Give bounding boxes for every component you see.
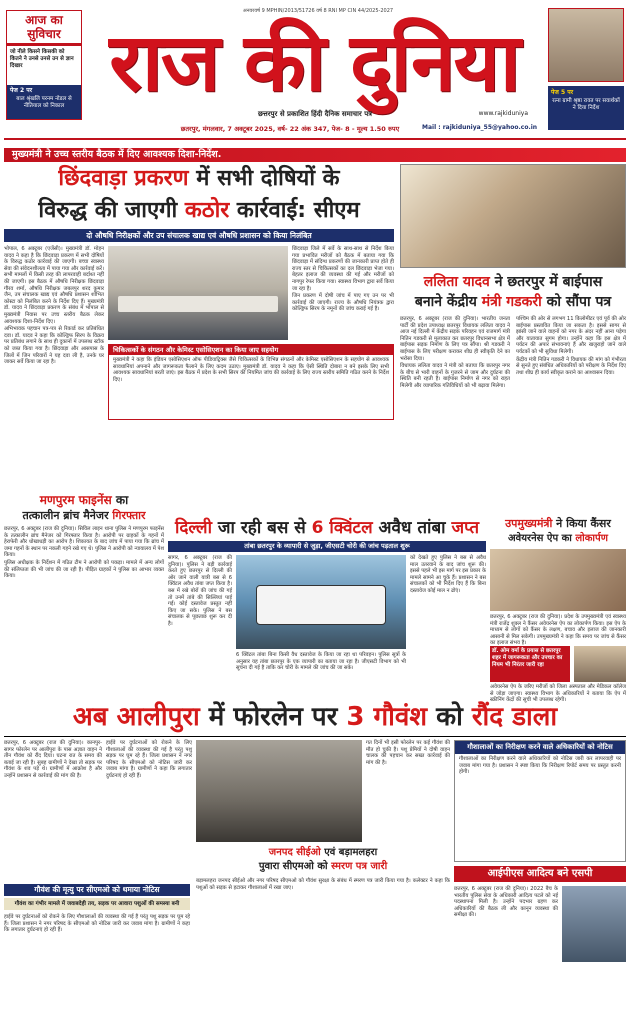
manpuram-headline-line2 xyxy=(4,508,164,524)
cows-photo xyxy=(196,740,362,842)
lead-headline-line2 xyxy=(4,196,394,226)
cancer-headline-part: ने किया कैंसर xyxy=(552,517,611,530)
right-page-tag: पेज 5 पर xyxy=(551,89,574,96)
lead-body-para: छिंदवाड़ा जिले में सर्वे के साथ-साथ से निर्देश किया गया प्रभावित मरीजों को बैठक में बताया गया कि छिंदवाड़ा में संदिग्ध प्रकरणों की जानकारी प्राप्त होते ही राज्य स्तर से चिकित्सकों का दल छिंदवाड़ा भेजा गया। बेहतर इलाज की व्यवस्था की गई और मरीजों को नागपुर रेफर किया गया। स्वास्थ्य विभाग द्वारा सर्वे किया जा रहा है। xyxy=(292,246,394,292)
top-strip: मुख्यमंत्री ने उच्च स्तरीय बैठक में दिए आवश्यक दिशा-निर्देश. xyxy=(4,148,626,162)
manpuram-headline-part: का xyxy=(111,493,129,507)
manpuram-body-para: पुलिस अधीक्षक के निर्देशन में गठित टीम ने आरोपी को पकड़ा। मामले में अन्य लोगों की संलिप्तता की भी जांच की जा रही है। पीड़ित ग्राहकों ने पुलिस का आभार व्यक्त किया। xyxy=(4,559,164,580)
lead-headline-line1 xyxy=(4,164,394,194)
meeting-table xyxy=(118,296,278,312)
lead-body-para: अभिभावक पहचान पत्र-पत्र से रिकार्ड कर प्रतिबंधित दवा। डॉ. यादव ने कहा कि कोल्ड्रिफ सिरप के विक्रय पर प्रतिबंध लगाने के साथ ही दुकानों में उपलब्ध स्टॉक को जब्त किया गया है। छिंदवाड़ा और आसपास के जिलों में जिन परिवारों ने यह दवा ली है, उनके घर जाकर सर्वे किया जा रहा है। xyxy=(4,326,104,366)
gaushala-sub-sub: गौवंश का गंभीर मामले में जवाबदेही तय, सड़क पर आवारा पशुओं की समस्या बनी xyxy=(4,898,190,910)
gaushala-headline-part: रौंद डाला xyxy=(471,702,558,732)
gadkari-headline-part: बनाने केंद्रीय xyxy=(414,294,482,310)
gaushala-body-col3: गत दिनों भी इसी फोरलेन पर कई गौवंश की मौत हो चुकी है। पशु प्रेमियों ने दोषी वाहन चालक की पहचान कर सख्त कार्रवाई की मांग की है। xyxy=(366,740,450,766)
gadkari-body-para: केंद्रीय मंत्री नितिन गडकरी ने विधायक की मांग को गंभीरता से सुनते हुए संबंधित अधिकारियों को परीक्षण के निर्देश दिए तथा शीघ्र ही कार्य स्वीकृत कराने का आश्वासन दिया। xyxy=(516,356,626,376)
gadkari-body-para: छतरपुर, 6 अक्टूबर (राज की दुनिया)। भारतीय जनता पार्टी की प्रदेश उपाध्यक्ष छतरपुर विधायक ललिता यादव ने आज नई दिल्ली में केंद्रीय सड़क परिवहन एवं राजमार्ग मंत्री नितिन गडकरी से मुलाकात कर छतरपुर विधानसभा क्षेत्र में बाईपास सड़क निर्माण के लिए पत्र सौंपा। श्री गडकरी ने बाईपास के लिए परीक्षण कराकर शीघ्र ही स्वीकृति देने का भरोसा दिया। xyxy=(400,316,510,362)
lead-headline-part: कार्रवाई: सीएम xyxy=(229,198,360,223)
lead-headline-part: विरुद्ध की जाएगी xyxy=(38,198,185,223)
cancer-body-b: अवेयरनेस ऐप के जरिए मरीजों को जिला अस्पताल और मेडिकल कॉलेज से जोड़ा जाएगा। स्वास्थ्य विभाग के अधिकारियों ने बताया कि ऐप में स्क्रीनिंग केंद्रों की सूची भी उपलब्ध रहेगी। xyxy=(490,684,626,704)
bus-shape xyxy=(256,585,386,625)
dateline: छतरपुर, मंगलवार, 7 अक्टूबर 2025, वर्ष- 22 अंक 347, पेज- 8 - मूल्य 1.50 रुपए xyxy=(180,125,400,133)
gadkari-headline-line1 xyxy=(400,272,626,292)
gaushala-notice-headline: गौशालाओं का निरीक्षण करने वाले अधिकारियों को नोटिस xyxy=(455,741,625,754)
ips-body: छतरपुर, 6 अक्टूबर (राज की दुनिया)। 2022 बैच के भारतीय पुलिस सेवा के अधिकारी आदित्य पटले को नई पदस्थापना मिली है। उन्होंने पदभार ग्रहण कर अधिकारियों की बैठक ली और कानून व्यवस्था की समीक्षा की। xyxy=(454,886,558,919)
manpuram-body xyxy=(4,526,164,696)
gadkari-headline-part: को सौंपा पत्र xyxy=(541,294,612,310)
copper-headline-part: 6 क्विंटल xyxy=(311,518,373,538)
copper-body-col1: सागर, 6 अक्टूबर (राज की दुनिया)। पुलिस ने बड़ी कार्रवाई करते हुए छतरपुर से दिल्ली की ओर जाने वाली यात्री बस से 6 क्विंटल अवैध तांबा जप्त किया है। बस में रखे बोरों की जांच की गई तो उनमें तांबे की सिल्लियां पाई गईं। कोई दस्तावेज प्रस्तुत नहीं किए जा सके। पुलिस ने बस संचालक से पूछताछ शुरू कर दी है। xyxy=(168,555,232,627)
gadkari-photo xyxy=(400,164,626,268)
lead-body-col3 xyxy=(292,246,394,340)
gadkari-body-col2 xyxy=(516,316,626,512)
copper-headline-part: दिल्ली xyxy=(174,518,212,538)
masthead xyxy=(0,0,630,148)
leaders-photo xyxy=(548,8,624,82)
gaushala-body-col2: हाईवे पर दुर्घटनाओं को रोकने के लिए गौशालाओं की व्यवस्था की गई है परंतु पशु सड़क पर घूम रहे हैं। जिला प्रशासन ने नगर परिषद के सीएमओ को नोटिस जारी कर जवाब मांगा है। ग्रामीणों ने कहा कि लगातार दुर्घटनाएं हो रही हैं। xyxy=(106,740,192,779)
janpad-headline-line2 xyxy=(196,860,450,874)
left-page-tag: पेज 2 पर xyxy=(10,87,33,94)
manpuram-body-para: छतरपुर, 6 अक्टूबर (राज की दुनिया)। सिविल लाइन थाना पुलिस ने मणपुरम फाइनेंस के तत्कालीन ब्रांच मैनेजर को गिरफ्तार किया है। आरोपी पर ग्राहकों के गहनों में हेराफेरी और धोखाधड़ी का आरोप है। शिकायत के बाद जांच में पाया गया कि ब्रांच में जमा गहनों के स्थान पर नकली गहने रखे गए थे। पुलिस ने आरोपी को न्यायालय में पेश किया। xyxy=(4,526,164,559)
left-teaser-box xyxy=(7,85,81,119)
gaushala-sub-caption: गौवंश की मृत्यु पर सीएमओ को थमाया नोटिस xyxy=(4,884,190,896)
cancer-body: छतरपुर, 6 अक्टूबर (राज की दुनिया)। प्रदेश के उपमुख्यमंत्री एवं स्वास्थ्य मंत्री राजेंद्र शुक्ल ने कैंसर अवेयरनेस ऐप का लोकार्पण किया। इस ऐप के माध्यम से लोगों को कैंसर के लक्षण, बचाव और इलाज की जानकारी आसानी से मिल सकेगी। उपमुख्यमंत्री ने कहा कि समय पर जांच से कैंसर का इलाज संभव है। xyxy=(490,614,626,647)
copper-headline-part: अवैध तांबा xyxy=(372,518,452,538)
gadkari-headline-part: ने छतरपुर में बाईपास xyxy=(489,274,603,290)
lead-body-para: भोपाल, 6 अक्टूबर (एजेंसी)। मुख्यमंत्री डॉ. मोहन यादव ने कहा है कि छिंदवाड़ा प्रकरण में सभी दोषियों के विरुद्ध कठोर कार्रवाई की जाएगी। बच्चा स्वास्थ्य सेवा की संवेदनशीलता में पाया गया और कार्रवाई करें। सभी मामलों में किसी तरह की लापरवाही बर्दाश्त नहीं की जाएगी। इस बैठक में औषधि निरीक्षक छिंदवाड़ा गौरव शर्मा, औषधि निरीक्षक जबलपुर शरद कुमार जैन, उप संचालक खाद्य एवं औषधि प्रशासन शोभित कोस्टा को निलंबित करने के निर्देश दिए हैं। मुख्यमंत्री डॉ. यादव ने छिंदवाड़ा प्रकरण के संबंध में भोपाल से मुख्यमंत्री निवास पर उच्च स्तरीय बैठक लेकर आवश्यक दिशा-निर्देश दिए। xyxy=(4,246,104,325)
gaushala-headline-part: 3 गौवंश xyxy=(346,702,428,732)
ips-photo xyxy=(562,886,626,962)
copper-subhead: तांबा छतरपुर के व्यापारी से जुड़ा, जीएसटी चोरी की जांच पड़ताल शुरू xyxy=(168,541,486,552)
gaushala-headline-part: में फोरलेन पर xyxy=(199,702,347,732)
cancer-headline-part: लोकार्पण xyxy=(575,533,608,544)
lead-body-col1 xyxy=(4,246,104,420)
gadkari-headline-line2 xyxy=(400,292,626,312)
gaushala-body-col1: छतरपुर, 6 अक्टूबर (राज की दुनिया)। कानपुर-सागर फोरलेन पर आलीपुरा के पास अज्ञात वाहन ने तीन गौवंश को रौंद दिया। घटना रात के समय की बताई जा रही है। सुबह ग्रामीणों ने देखा तो सड़क पर गौवंश के शव पड़े थे। ग्रामीणों में आक्रोश है और उन्होंने प्रशासन से कार्रवाई की मांग की है। xyxy=(4,740,102,779)
cancer-headline-part: अवेयरनेस ऐप का xyxy=(508,533,576,544)
mail-address: Mail : rajkiduniya_55@yahoo.co.in xyxy=(422,124,538,131)
manpuram-headline-part: तत्कालीन ब्रांच मैनेजर xyxy=(22,509,113,522)
gaushala-notice-box xyxy=(454,740,626,862)
lead-headline-part: में सभी दोषियों के xyxy=(196,166,340,191)
ips-headline: आईपीएस आदित्य बने एसपी xyxy=(454,866,626,882)
copper-headline xyxy=(168,516,486,540)
left-teaser-text: बाल श्रृंखलि परनम नोडल से नीतियाल को निकाल xyxy=(16,96,72,109)
janpad-headline-part: एवं बड़ामलहरा xyxy=(324,847,378,858)
masthead-rule xyxy=(4,138,626,140)
lead-caption: चिकित्सकों के संगठन और केमिस्ट एसोसिएशन का किया जाए सहयोग xyxy=(109,345,393,355)
top-meta: अनवरवर्ष 9 MPHIN/2013/51726 वर्ष 8 RNI MP CIN 44/2025-2027 xyxy=(242,8,394,14)
janpad-body: बड़ामलहरा जनपद सीईओ और नगर परिषद सीएमओ को गौवंश सुरक्षा के संबंध में स्मरण पत्र जारी किया गया है। कलेक्टर ने कहा कि पशुओं को सड़क से हटाकर गौशालाओं में रखा जाए। xyxy=(196,878,450,891)
gaushala-rule xyxy=(4,736,626,737)
manpuram-headline-part: गिरफ्तार xyxy=(112,509,146,522)
cancer-headline-line1 xyxy=(490,516,626,531)
newspaper-title: राज की दुनिया xyxy=(109,15,519,109)
gadkari-body-para: पश्चिम की ओर से लगभग 11 किलोमीटर एवं पूर्व की ओर बाईपास प्रस्तावित किया जा सकता है। इससे सागर से झांसी जाने वाले वाहनों को नगर के अंदर नहीं आना पड़ेगा और यातायात सुगम होगा। उन्होंने कहा कि इस क्षेत्र में पर्यटन की अपार संभावनाएं हैं और खजुराहो जाने वाले पर्यटकों को भी सुविधा मिलेगी। xyxy=(516,316,626,355)
lead-headline-part: कठोर xyxy=(184,198,230,223)
manpuram-headline-part: मणपुरम फाइनेंस xyxy=(39,493,112,507)
corner-box xyxy=(6,10,82,120)
copper-body-col2: 6 क्विंटल तांबा बिना किसी वैध दस्तावेज के किया जा रहा था परिवहन। पुलिस सूत्रों के अनुसार यह तांबा छतरपुर के एक व्यापारी का बताया जा रहा है। जीएसटी विभाग को भी सूचना दी गई है ताकि कर चोरी के मामले की जांच की जा सके। xyxy=(236,652,406,672)
right-teaser-text: रत्ना ग्रामी श्रृष्ठा रावत पर सवार्थकों ने दिया निर्देश xyxy=(552,98,620,111)
lead-caption-box xyxy=(108,344,394,420)
janpad-headline-line1 xyxy=(196,846,450,860)
copper-headline-part: जा रही बस से xyxy=(211,518,312,538)
cancer-headline-line2 xyxy=(490,531,626,546)
gaushala-notice-body: गौशालाओं का निरीक्षण करने वाले अधिकारियों को नोटिस जारी कर लापरवाही पर जवाब मांगा गया है। प्रशासन ने स्पष्ट किया कि निरीक्षण रिपोर्ट समय पर प्रस्तुत करनी होगी। xyxy=(459,756,621,776)
lead-headline-part: छिंदवाड़ा प्रकरण xyxy=(58,166,197,191)
newspaper-tagline: छत्तरपुर से प्रकाशित हिंदी दैनिक समाचार पत्र xyxy=(257,110,373,118)
copper-photo xyxy=(236,555,406,649)
lead-body-para: जिन प्रकरण में दोषी जांच में पाए गए उन पर भी कार्रवाई की जाएगी। राज्य के औषधि नियंत्रक द्वारा कोल्ड्रिफ सिरप के नमूनों की जांच कराई गई है। xyxy=(292,293,394,313)
lead-subhead: दो औषधि निरीक्षकों और उप संचालक खाद्य एवं औषधि प्रशासन को किया निलंबित xyxy=(4,229,394,242)
right-teaser-box xyxy=(548,86,624,130)
janpad-headline-part: जनपद सीईओ xyxy=(268,847,325,858)
gaushala-headline-part: अब आलीपुरा xyxy=(72,702,200,732)
gadkari-body-col1 xyxy=(400,316,510,512)
manpuram-headline-line1 xyxy=(4,492,164,508)
gadkari-headline-part: मंत्री गडकरी xyxy=(481,294,542,310)
gadkari-headline-part: ललिता यादव xyxy=(423,274,490,290)
cancer-highlight: डॉ. ओम वर्मा के प्रयास से छतरपुर शहर में जागरूकता और उपचार का नियम भी निरंतर जारी रहा xyxy=(490,646,570,682)
website: www.rajkiduniya xyxy=(478,110,528,117)
janpad-headline-part: पुवारा सीएमओ को xyxy=(258,861,332,872)
gaushala-body-col1b: हाईवे पर दुर्घटनाओं को रोकने के लिए गौशालाओं की व्यवस्था की गई है परंतु पशु सड़क पर घूम रहे हैं। जिला प्रशासन ने नगर परिषद के सीएमओ को नोटिस जारी कर जवाब मांगा है। ग्रामीणों ने कहा कि लगातार दुर्घटनाएं हो रही हैं। xyxy=(4,914,190,934)
corner-box-quote: जो नीले किसने किसकी को कितने ने उनसे उनसे उन से ज्ञान दिखार xyxy=(10,49,74,69)
corner-box-title: आज का सुविचार xyxy=(7,11,81,46)
gaushala-headline xyxy=(4,700,626,734)
janpad-headline-part: स्मरण पत्र जारी xyxy=(331,861,388,872)
gaushala-headline-part: को xyxy=(427,702,472,732)
gadkari-body-para: विधायक ललिता यादव ने मंत्री को बताया कि छतरपुर नगर के बीच से भारी वाहनों के गुजरने से जाम और दुर्घटना की स्थिति बनी रहती है। बाईपास निर्माण से नगर को राहत मिलेगी और व्यापारिक गतिविधियों को भी बढ़ावा मिलेगा। xyxy=(400,363,510,389)
lead-body-col2: मुख्यमंत्री ने कहा कि इंडियन एसोसिएशन ऑफ पीडियाट्रिक्स जैसे चिकित्सकों के विभिन्न संगठनों और केमिस्ट एसोसिएशन के सहयोग से आवश्यक सावधानियां अपनाने और जागरूकता फैलाने के लिए कदम उठाए। मुख्यमंत्री डॉ. यादव ने कहा कि ऐसी स्थिति दोबारा न बने इसके लिए सभी आवश्यक सावधानियां बरती जाएं। इस बैठक में प्रदेश के सभी सिरप की नियमित जांच की कार्रवाई के लिए राज्य स्तरीय समिति गठित करने के निर्देश दिए। xyxy=(113,357,389,383)
copper-body-col3: को देखते हुए पुलिस ने बस से अवैध माल उतरवाने के बाद जांच शुरू की। इससे पहले भी इस मार्ग पर इस प्रकार के मामले सामने आ चुके हैं। प्रशासन ने बस संचालकों को भी निर्देश दिए हैं कि बिना दस्तावेज कोई माल न ढोएं। xyxy=(410,555,486,594)
copper-headline-part: जप्त xyxy=(451,518,480,538)
cancer-headline-part: उपमुख्यमंत्री xyxy=(505,517,553,530)
cancer-photo xyxy=(490,549,626,611)
doctor-photo xyxy=(574,646,626,682)
meeting-photo xyxy=(108,246,288,340)
